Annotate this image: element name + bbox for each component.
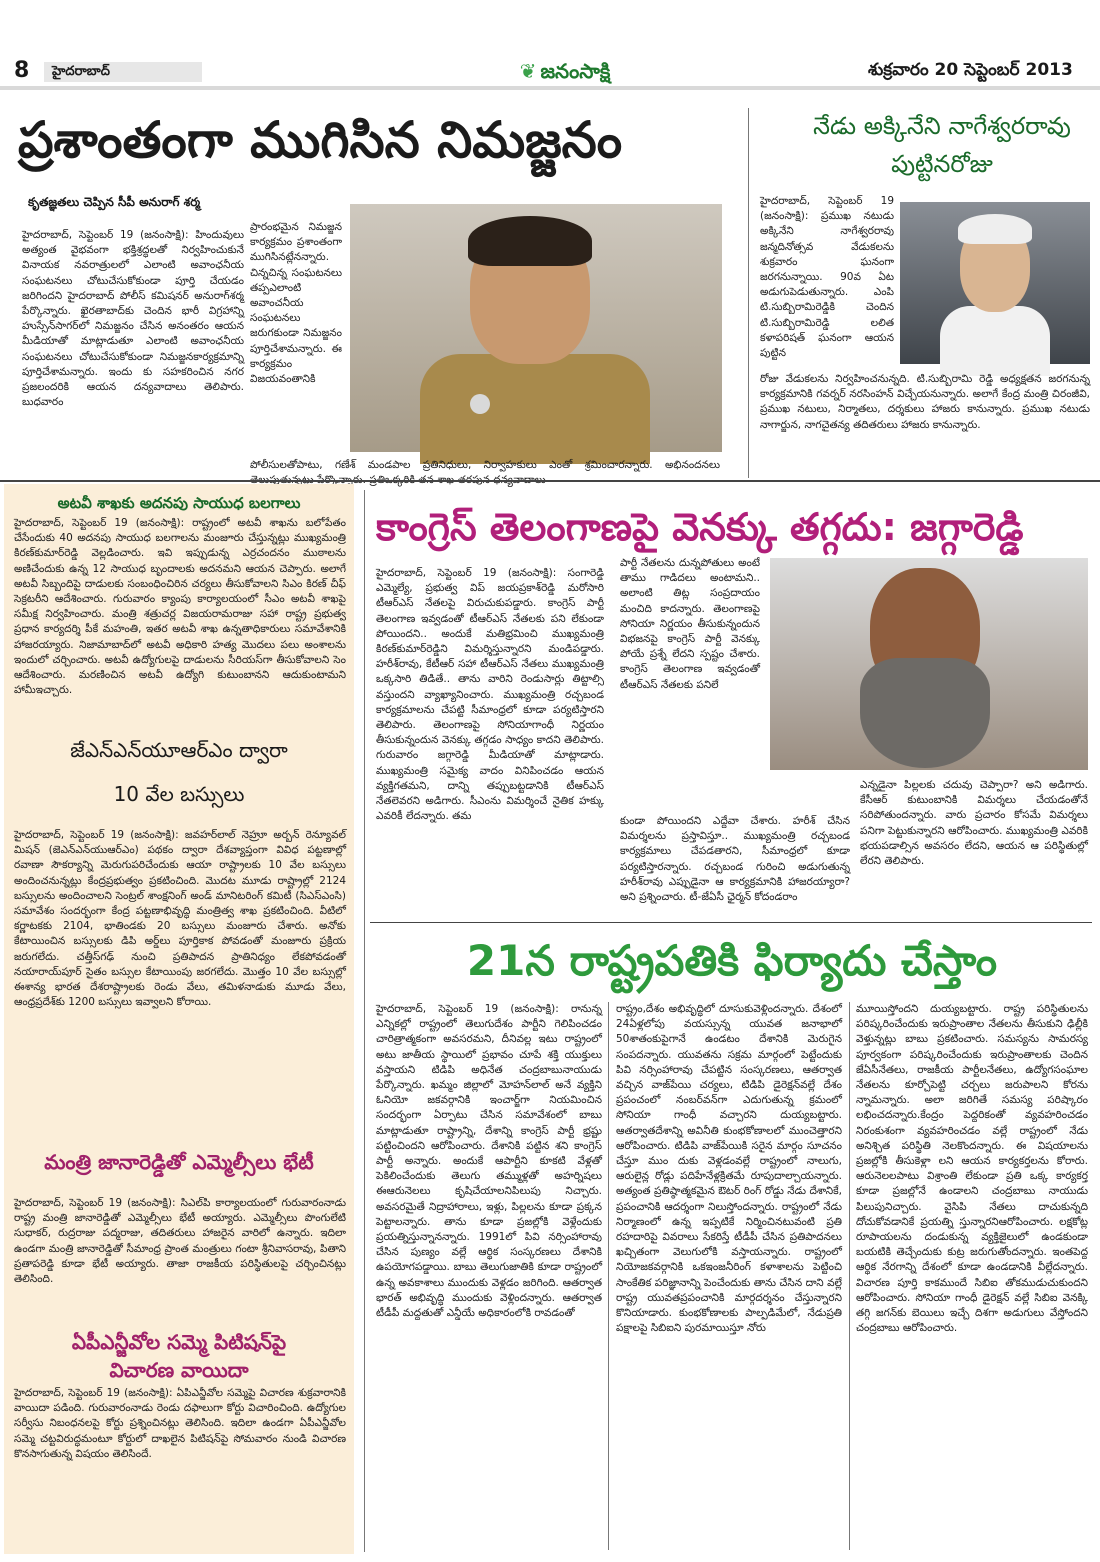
article-jaggareddy-col1: హైదరాబాద్, సెప్టెంబర్ 19 (జనంసాక్షి): సంగారెడ్డి ఎమ్మెల్యే, ప్రభుత్వ విప్ జయప్రకాశ్‌రెడ్డి మరోసారి టీఆర్ఎస్ నేతలపై విరుచుకుపడ్డారు. కాంగ్రెస్ పార్టీ తెలంగాణ ఇవ్వడంతో టీఆర్ఎస్ నేతలకు పని లేకుండా పోయిందని.. అందుకే మతిభ్రమించి ముఖ్యమంత్రి కిరణ్‌కుమార్‌రెడ్డిని విమర్శిస్తున్నారని మండిపడ్డారు. హరీశ్‌రావు, కేటీఆర్ సహా టీఆర్ఎస్ నేతలు ముఖ్యమంత్రి ఒక్కసారి తిడితే.. తాను వారిని రెండుసార్లు తిట్టాల్సి వస్తుందని వ్యాఖ్యానించారు. ముఖ్యమంత్రి రచ్చబండ కార్యక్రమాలను చేపట్టి సీమాంధ్రలో కూడా పర్యటిస్తారని తెలిపారు. తెలంగాణపై సోనియాగాంధీ నిర్ణయం తీసుకున్నందున వెనక్కు తగ్గడం సాధ్యం కాదని తెలిపారు. గురువారం జగ్గారెడ్డి మీడియాతో మాట్లాడారు. ముఖ్యమంత్రి సమైక్య వాదం వినిపించడం ఆయన వ్యక్తిగతమని, దాన్ని తప్పుబట్టడానికి టీఆర్ఎస్ నేతలెవరని అడిగారు. సీఎంను విమర్శించే నైతిక హక్కు ఎవరికీ లేదన్నారు. తమ (376, 567, 604, 823)
article-president-col1: హైదరాబాద్, సెప్టెంబర్ 19 (జనంసాక్షి): రానున్న ఎన్నికల్లో రాష్ట్రంలో తెలుగుదేశం పార్టీని గెలిపించడం చారిత్రాత్మకంగా అవసరమని, దీనివల్ల ఇటు రాష్ట్రంలో అటు జాతీయ స్థాయిలో ప్రభావం చూపే శక్తి యుక్తులు వస్తాయని టిడిపి అధినేత చంద్రబాబునాయుడు పేర్కొన్నారు. ఖమ్మం జిల్లాలో మోహన్‌లాల్ అనే వ్యక్తిని ఓనియో జకవర్గానికి ఇంచార్జ్‌గా నియమించిన సందర్భంగా ఏర్పాటు చేసిన సమావేశంలో బాబు మాట్లాడుతూ రాష్ట్రాన్ని, దేశాన్ని కాంగ్రెస్ పార్టీ భ్రష్టు పట్టించిందని ఆరోపించారు. దేశానికి పట్టిన శని కాంగ్రెస్ పార్టీ అన్నారు. అందుకే ఆపార్టీని కూకటి వేళ్లతో పెకిలించేందుకు తెలుగు తమ్ముళ్లతో అహర్నిషలు ఈఆరునెలలు కృషిచేయాలనిపిలుపు నిచ్చారు. అవసరమైతే నిద్రాహారాలు, ఇళ్లు, పిల్లలను కూడా ప్రక్కన పెట్టాలన్నారు. తాను కూడా ప్రజల్లోకి వెళ్లేందుకు ప్రయత్నిస్తున్నానన్నారు. 1991లో పివి నర్సింహారావు చేసిన పుణ్యం వల్లే ఆర్థిక సంస్కరణలు దేశానికి ఉపయోగపడ్డాయి. బాబు తెలుగుజాతికి కూడా రాష్ట్రంలో ఉన్న అవకాశాలు ముందుకు వెళ్లడం జరిగింది. ఆతర్వాత భారత్ అభివృద్ధి ముందుకు వెళ్లిందన్నారు. ఆతర్వాత టీడీపీ మద్దతుతో ఎన్డీయే అధికారంలోకి రావడంతో (376, 1003, 602, 1320)
photo-jaggareddy (770, 558, 1088, 770)
article-president-col2: రాష్ట్రం,దేశం అభివృద్ధిలో దూసుకువెళ్లిందన్నారు. దేశంలో 24ఏళ్లలోపు వయస్సున్న యువత జనాభాలో 50శాతంకుపైగానే ఉండటం దేశానికి మెరుగైన సంపదన్నారు. యువతను సక్రమ మార్గంలో పెట్టేందుకు పివి నర్సింహారావు చేపట్టిన సంస్కరణలు, ఆతర్వాత వచ్చిన వాజ్‌పేయి చర్యలు, టిడిపి డైరెక్షన్‌వల్లే దేశం ప్రపంచంలో నంబర్‌వన్‌గా ఎదుగుతున్న క్రమంలో సోనియా గాంధీ వచ్చారని దుయ్యబట్టారు. ఆతర్వాతదేశాన్ని అవినీతి కుంభకోణాలలో ముంచెత్తారని ఆరోపించారు. టిడిపి వాజ్‌పేయికి సరైన మార్గం సూచనం చేస్తూ ముం దుకు వెళ్లడంవల్లే రాష్ట్రంలో నాలుగు, ఆరులైన్ల రోడ్లు పదిహేనేళ్లక్రితమే రూపుదాల్చాయన్నారు. అత్యంత ప్రతిష్ఠాత్మకమైన ఔటర్ రింగ్ రోడ్డు నేడు దేశానికే, ప్రపంచానికి ఆదర్శంగా నిలుస్తోందన్నారు. రాష్ట్రంలో నేడు నిర్మాణంలో ఉన్న ఇప్పటికే నిర్మించినటువంటి ప్రతి రహదారిపై వివరాలు సేకరిస్తే టీడీపీ చేసిన ప్రతిపాదనలు ఖచ్చితంగా వెలుగులోకి వస్తాయన్నారు. రాష్ట్రంలో నియోజకవర్గానికి ఒకఇంజనీరింగ్ కళాశాలను పెట్టించి సాంకేతిక పరిజ్ఞానాన్ని పెంచేందుకు తాను చేసిన దాని వల్లే రాష్ట్ర యువతప్రపంచానికి మార్గదర్శనం చేస్తున్నారని కొనియాడారు. కుంభకోణాలకు పాల్పడిమేలో, నేడుప్రతి పక్షాలపై సిబిఐని పురమాయిస్తూ నోరు (616, 1003, 842, 1335)
section-label: హైదరాబాద్ (44, 62, 202, 82)
column-rule (849, 1002, 850, 1550)
article-jaggareddy-col2: పార్టీ నేతలను దున్నపోతులు అంటే తాము గాడిదలు అంటామని.. అలాంటి తిట్ల సంప్రదాయం మంచిది కాదన్నారు. తెలంగాణపై సోనియా నిర్ణయం తీసుకున్నందున విభజనపై కాంగ్రెస్ పార్టీ వెనక్కు పోయే ప్రశ్నే లేదని స్పష్టం చేశారు. కాంగ్రెస్ తెలంగాణ ఇవ్వడంతో టీఆర్ఎస్ నేతలకు పనిలే (620, 557, 760, 691)
section-divider (370, 922, 1092, 923)
article-anr-col1: హైదరాబాద్, సెప్టెంబర్ 19 (జనంసాక్షి): ప్రముఖ నటుడు అక్కినేని నాగేశ్వరరావు జన్మదినోత్సవ వేడుకలను శుక్రవారం ఘనంగా జరగనున్నాయి. 90వ ఏట అడుగుపెడుతున్నారు. ఎంపి టి.సుబ్బిరామిరెడ్డికి చెందిన టి.సుబ్బిరామిరెడ్డి లలిత కళాపరిషత్ ఘనంగా ఆయన పుట్టిన (760, 195, 894, 360)
article-president-col3: మూయిస్తోందని దుయ్యబట్టారు. రాష్ట్ర పరిస్థితులను పరిష్కరించేందుకు ఇరుప్రాంతాల నేతలను తీసుకుని ఢిల్లీకి వెళ్తున్నట్లు బాబు ప్రకటించారు. సమస్యను సామరస్య పూర్వకంగా పరిష్కరించేందుకు ఇరుప్రాంతాలకు చెందిన జేఏసీనేతలు, రాజకీయ పార్టీలనేతలు, ఉద్యోగసంఘాల నేతలను కూర్చోపెట్టి చర్చలు జరుపాలని కోరను న్నామన్నారు. అలా జరిగితే సమస్య పరిష్కారం లభించదన్నారు.కేంద్రం పెద్దరికంతో వ్యవహరించడం నిరంకుశంగా వ్యవహరించడం వల్లే రాష్ట్రంలో నేడు అనిశ్చిత పరిస్థితి నెలకొందన్నారు. ఈ విషయాలను ప్రజల్లోకి తీసుకెళ్లా లని ఆయన కార్యకర్తలను కోరారు. ఆరునెలలపాటు విశ్రాంతి లేకుండా ప్రతి ఒక్క కార్యకర్త కూడా ప్రజల్లోనే ఉండాలని చంద్రబాబు నాయుడు పిలుపునిచ్చారు. వైసిపి నేతలు దాచుకున్నది దోచుకోవడానికే ప్రయత్ని స్తున్నారనిఆరోపించారు. లక్షకోట్ల రూపాయలను దండుకున్న వ్యక్తిజైలులో ఉండకుండా బయటికి తెచ్చేందుకు కుట్ర జరుగుతోందన్నారు. ఇంతపెద్ద ఆర్థిక నేరగాన్ని దేశంలో కూడా ఉండడానికి వీల్లేదన్నారు. విచారణ పూర్తి కాకముందే సిబిఐ తోకముడుచుకుందని ఆరోపించారు. సోనియా గాంధీ డైరెక్షన్ వల్లే సిబిఐ వెనక్కి తగ్గి జగన్‌కు బెయిలు ఇచ్చే దిశగా అడుగులు వేస్తోందని చంద్రబాబు ఆరోపించారు. (856, 1003, 1088, 1335)
column-rule (748, 108, 749, 478)
masthead (490, 56, 640, 86)
issue-date: శుక్రవారం 20 సెప్టెంబర్ 2013 (868, 60, 1073, 80)
article-apngo: హైదరాబాద్, సెప్టెంబర్ 19 (జనంసాక్షి): ఏపిఎన్జీవోల సమ్మెపై విచారణ శుక్రవారానికి వాయిదా పడింది. గురువారంనాడు రెండు దఫాలుగా కోర్టు విచారించింది. ఉద్యోగుల సర్వీసు నిబంధనలపై కోర్టు ప్రశ్నించినట్లు తెలిసింది. ఇదిలా ఉండగా ఏపీఎన్జీవోల సమ్మె చట్టవిరుద్ధమంటూ కోర్టులో దాఖలైన పిటిషన్‌పై సోమవారం నుండి విచారణ కొనసాగుతున్న విషయం తెలిసిందే. (14, 1387, 346, 1460)
article-anr-col2: రోజు వేడుకలను నిర్వహించనున్నది. టి.సుబ్బిరామి రెడ్డి అధ్యక్షతన జరగనున్న కార్యక్రమానికి గవర్నర్ నరసింహన్ విచ్చేయనున్నారు. అలాగే కేంద్ర మంత్రి చిరంజీవి, ప్రముఖ నటులు, నిర్మాతలు, దర్శకులు హాజరు కానున్నారు. ప్రముఖ నటుడు నాగార్జున, నాగచైతన్య తదితరులు హాజరు కానున్నారు. (760, 373, 1090, 431)
headline-president: 21న రాష్ట్రపతికి ఫిర్యాదు చేస్తాం (466, 936, 998, 985)
headline-buses-line1: జేఎన్ఎన్‌యూఆర్ఎం ద్వారా (70, 738, 288, 762)
column-rule (364, 490, 365, 1552)
headline-immersion: ప్రశాంతంగా ముగిసిన నిమజ్జనం (18, 111, 623, 169)
section-divider (0, 480, 1100, 482)
headline-apngo-line2: విచారణ వాయిదా (109, 1358, 249, 1382)
headline-jaggareddy: కాంగ్రెస్ తెలంగాణపై వెనక్కు తగ్గదు: జగ్గారెడ్డి (376, 505, 1024, 549)
article-jaggareddy-col3: కుండా పోయిందని ఎద్దేవా చేశారు. హరీశ్ చేసిన విమర్శలను ప్రస్తావిస్తూ.. ముఖ్యమంత్రి రచ్చబండ కార్యక్రమాలు చేపడతారని, సీమాంధ్రలో కూడా పర్యటిస్తారన్నారు. రచ్చబండ గురించి అడుగుతున్న హరీశ్‌రావు ఎప్పుడైనా ఆ కార్యక్రమానికి హాజరయ్యారా? అని ప్రశ్నించారు. టీ-జేఏసీ ఛైర్మన్ కోదండరాం (620, 815, 850, 904)
page-number: 8 (14, 58, 30, 83)
leaf-icon: ❦ (519, 59, 537, 83)
photo-police-commissioner (350, 204, 722, 452)
article-janareddy: హైదరాబాద్, సెప్టెంబర్ 19 (జనంసాక్షి): సిఎల్‌పి కార్యాలయంలో గురువారంనాడు రాష్ట్ర మంత్రి జానారెడ్డితో ఎమ్మెల్సీలు భేటీ అయ్యారు. ఎమ్మెల్సీలు పొంగులేటి సుధాకర్, రుద్రరాజు పద్మరాజు, తదితరులు హాజరైన వారిలో ఉన్నారు. ఇదిలా ఉండగా మంత్రి జానారెడ్డితో సీమాంధ్ర ప్రాంత మంత్రులు గంటా శ్రీనివాసరావు, పితాని ప్రతాపరెడ్డి కూడా భేటీ అయ్యారు. తాజా రాజకీయ పరిస్థితులపై చర్చించినట్లు తెలిసింది. (14, 1197, 346, 1286)
article-jaggareddy-col4: ఎన్నడైనా పిల్లలకు చదువు చెప్పారా? అని అడిగారు. కేసీఆర్ కుటుంబానికి విమర్శలు చేయడంతోనే సరిపోతుందన్నారు. వారు ప్రచారం కోసమే విమర్శలు పనిగా పెట్టుకున్నారని ఆరోపించారు. ముఖ్యమంత్రి ఎవరికి భయపడాల్సిన అవసరం లేదని, ఆయన ఆ పరిస్థితుల్లో లేరని తెలిపారు. (860, 779, 1088, 868)
header-rule (0, 86, 1100, 90)
headline-anr-line2: పుట్టినరోజు (891, 150, 993, 178)
headline-janareddy: మంత్రి జానారెడ్డితో ఎమ్మెల్సీలు భేటీ (44, 1150, 314, 1174)
headline-anr-line1: నేడు అక్కినేని నాగేశ్వరరావు (813, 112, 1071, 140)
column-rule (608, 1002, 609, 1550)
headline-apngo-line1: ఏపీఎన్జీవోల సమ్మె పిటిషన్‌పై (71, 1330, 287, 1354)
kicker-immersion: కృతజ్ఞతలు చెప్పిన సీపీ అనురాగ్ శర్మ (28, 195, 201, 209)
headline-forest: అటవీ శాఖకు అదనపు సాయుధ బలగాలు (57, 494, 301, 512)
article-forest: హైదరాబాద్, సెప్టెంబర్ 19 (జనంసాక్షి): రాష్ట్రంలో అటవీ శాఖను బలోపేతం చేసేందుకు 40 అదనపు సాయుధ బలగాలను మంజూరు చేస్తున్నట్లు ముఖ్యమంత్రి కిరణ్‌కుమార్‌రెడ్డి వెల్లడించారు. ఇవి ఇప్పుడున్న ఎర్రచందనం ముఠాలను అణిచేందుకు ఉన్న 12 సాయుధ బృందాలకు అదనమని ఆయన చెప్పారు. అలాగే అటవీ సిబ్బందిపై దాడులకు సంబంధించిరిన చర్యలు తీసుకోవాలని సిఎం కిరణ్ చీఫ్ సెక్రటరీని ఆదేశించారు. గురువారం క్యాంపు కార్యాలయంలో సీఎం అటవీ శాఖపై సమీక్ష నిర్వహించారు. మంత్రి శత్రుచర్ల విజయరామరాజు సహా రాష్ట్ర ప్రభుత్వ ప్రధాన కార్యదర్శి పీకే మహంతి, ఇతర అటవీ శాఖ ఉన్నతాధికారులు సమావేశానికి హాజరయ్యారు. నిజామాబాద్‌లో అటవీ అధికారి హత్య మొదలు పలు అంశాలను ఇందులో చర్చించారు. అటవీ ఉద్యోగులపై దాడులను సీరియస్‌గా తీసుకోవాలని సెం ఆదేశించారు. మరణించిన అటవీ ఉద్యోగి కుటుంబానని ఆదుకుంటామని హామీఇచ్చారు. (14, 517, 346, 697)
article-immersion-col1: హైదరాబాద్, సెప్టెంబర్ 19 (జనంసాక్షి): హిందువులు అత్యంత వైభవంగా భక్తిశ్రద్ధలతో నిర్వహించుకునే వినాయక నవరాత్రులలో ఎలాంటి అవాంఛనీయ సంఘటనలు చోటుచేసుకోకుండా పూర్తి చేయడం జరిగిందని హైదరాబాద్ పోలీస్ కమిషనర్ అనురాగ్‌శర్మ పేర్కొన్నారు. ఖైరతాబాద్‌కు చెందిన భారీ విగ్రహాన్ని హుస్సేన్‌సాగర్‌లో నిమజ్జనం చేసిన అనంతరం ఆయన మీడియాతో మాట్లాడుతూ ఎలాంటి అవాంఛనీయ సంఘటనలు చోటుచేసుకోకుండా నిమజ్జనకార్యక్రమాన్ని పూర్తిచేశామన్నారు. ఇందు కు సహకరించిన నగర ప్రజలందరికి ఆయన దన్యవాదాలు తెలిపారు. బుధవారం (22, 229, 244, 409)
article-immersion-col3: పోలీసులతోపాటు, గణేశ్ మండపాల ప్రతినిధులు, నిర్వాహకులు ఎంతో శ్రమించారన్నారు. అభినందనలు (250, 459, 720, 471)
headline-buses-line2: 10 వేల బస్సులు (113, 782, 245, 806)
photo-akkineni (900, 202, 1090, 364)
article-immersion-col2: ప్రారంభమైన నిమజ్జన కార్యక్రమం ప్రశాంతంగా ముగిసినట్లేనన్నారు. చిన్నచిన్న సంఘటనలు తప్పఎలాంటి అవాంచనీయ సంఘటనలు జరుగకుండా నిమజ్జనం పూర్తిచేశామన్నారు. ఈ కార్యక్రమం విజయవంతానికి (250, 221, 342, 386)
article-buses: హైదరాబాద్, సెప్టెంబర్ 19 (జనంసాక్షి): జవహర్‌లాల్ నెహ్రూ అర్బన్ రెన్యూవల్ మిషన్ (జెఎన్ఎన్‌యుఆర్ఎం) పథకం ద్వారా దేశవ్యాప్తంగా వివిధ పట్టణాల్లో రవాణా సౌకర్యాన్ని మెరుగుపరిచేందుకు ఆయా రాష్ట్రాలకు 10 వేల బస్సులు అందించనున్నట్లు కేంద్రప్రభుత్వం ప్రకటించింది. మొదట మూడు రాష్ట్రాల్లో 2124 బస్సులను అందించాలని సెంట్రల్ శాంక్షనింగ్ అండ్ మానిటరింగ్ కమిటీ (సిఎస్ఎంసి) సమావేశం సందర్భంగా కేంద్ర పట్టణాభివృద్ధి మంత్రిత్వ శాఖ ప్రకటించింది. వీటిలో కర్ణాటకకు 2104, భాతిండకు 20 బస్సులు మంజూరు చేశారు. అనోకు కేటాయించిన బస్సులకు డిపి అర్డ్‌లు పూర్తికాక పోవడంతో మంజూరు ప్రక్రియ జరుగలేదు. చత్తీస్‌గఢ్ నుంచి ప్రతిపాదన ప్రాతినిధ్యం లేకపోవడంతో నయారాయ్‌పూర్ సైతం బస్సుల కేటాయింపు జరగలేదు. మొత్తం 10 వేల బస్సుల్లో ఈశాన్య భారత దేశరాష్ట్రాలకు రెండు వేలు, తమిళనాడుకు మూడు వేలు, ఆంధ్రప్రదేశ్‌కు 1200 బస్సులు ఇవ్వాలని కోరాయి. (14, 829, 346, 1009)
masthead-text: జనంసాక్షి (540, 59, 611, 83)
